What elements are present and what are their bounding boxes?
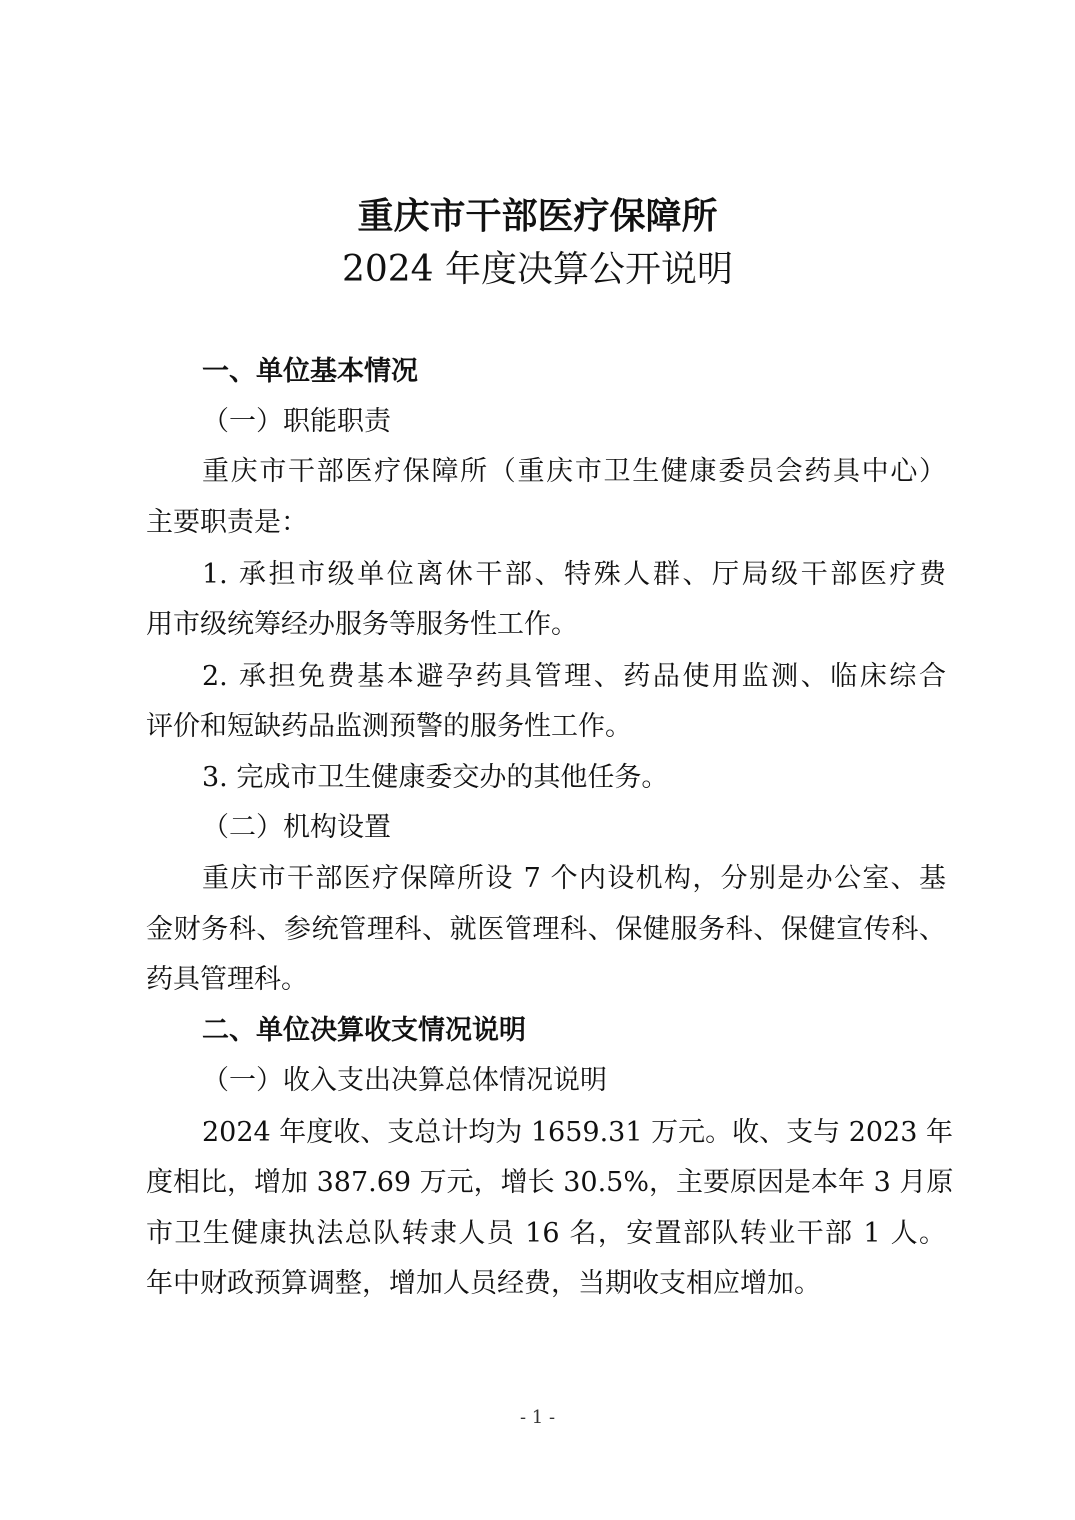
doc-title-line2: 2024 年度决算公开说明 <box>341 249 734 290</box>
body-line: 主要职责是： <box>146 507 308 538</box>
body-line: 2024 年度收、支总计均为 1659.31 万元。收、支与 2023 年 <box>202 1117 953 1148</box>
body-line: 金财务科、参统管理科、就医管理科、保健服务科、保健宣传科、 <box>146 914 946 945</box>
list-item-1: 1. 承担市级单位离休干部、特殊人群、厅局级干部医疗费 <box>202 559 946 590</box>
doc-title-line1: 重庆市干部医疗保障所 <box>357 195 718 237</box>
subsection-heading-1-1: （一）职能职责 <box>202 406 391 437</box>
subsection-heading-1-2: （二）机构设置 <box>202 812 391 843</box>
body-line: 药具管理科。 <box>146 964 308 995</box>
section-heading-1: 一、单位基本情况 <box>202 356 418 387</box>
list-item-2: 2. 承担免费基本避孕药具管理、药品使用监测、临床综合 <box>202 661 946 692</box>
body-line: 重庆市干部医疗保障所（重庆市卫生健康委员会药具中心） <box>202 456 946 487</box>
body-line: 市卫生健康执法总队转隶人员 16 名，安置部队转业干部 1 人。 <box>146 1218 946 1249</box>
body-line: 年中财政预算调整，增加人员经费，当期收支相应增加。 <box>146 1268 821 1299</box>
subsection-heading-2-1: （一）收入支出决算总体情况说明 <box>202 1065 607 1096</box>
list-item-3: 3. 完成市卫生健康委交办的其他任务。 <box>202 762 669 793</box>
body-line: 评价和短缺药品监测预警的服务性工作。 <box>146 711 632 742</box>
body-line: 用市级统筹经办服务等服务性工作。 <box>146 609 578 640</box>
body-line: 度相比，增加 387.69 万元，增长 30.5%，主要原因是本年 3 月原 <box>146 1167 954 1198</box>
body-line: 重庆市干部医疗保障所设 7 个内设机构，分别是办公室、基 <box>202 863 946 894</box>
page-number: - 1 - <box>519 1407 556 1428</box>
section-heading-2: 二、单位决算收支情况说明 <box>202 1015 526 1046</box>
